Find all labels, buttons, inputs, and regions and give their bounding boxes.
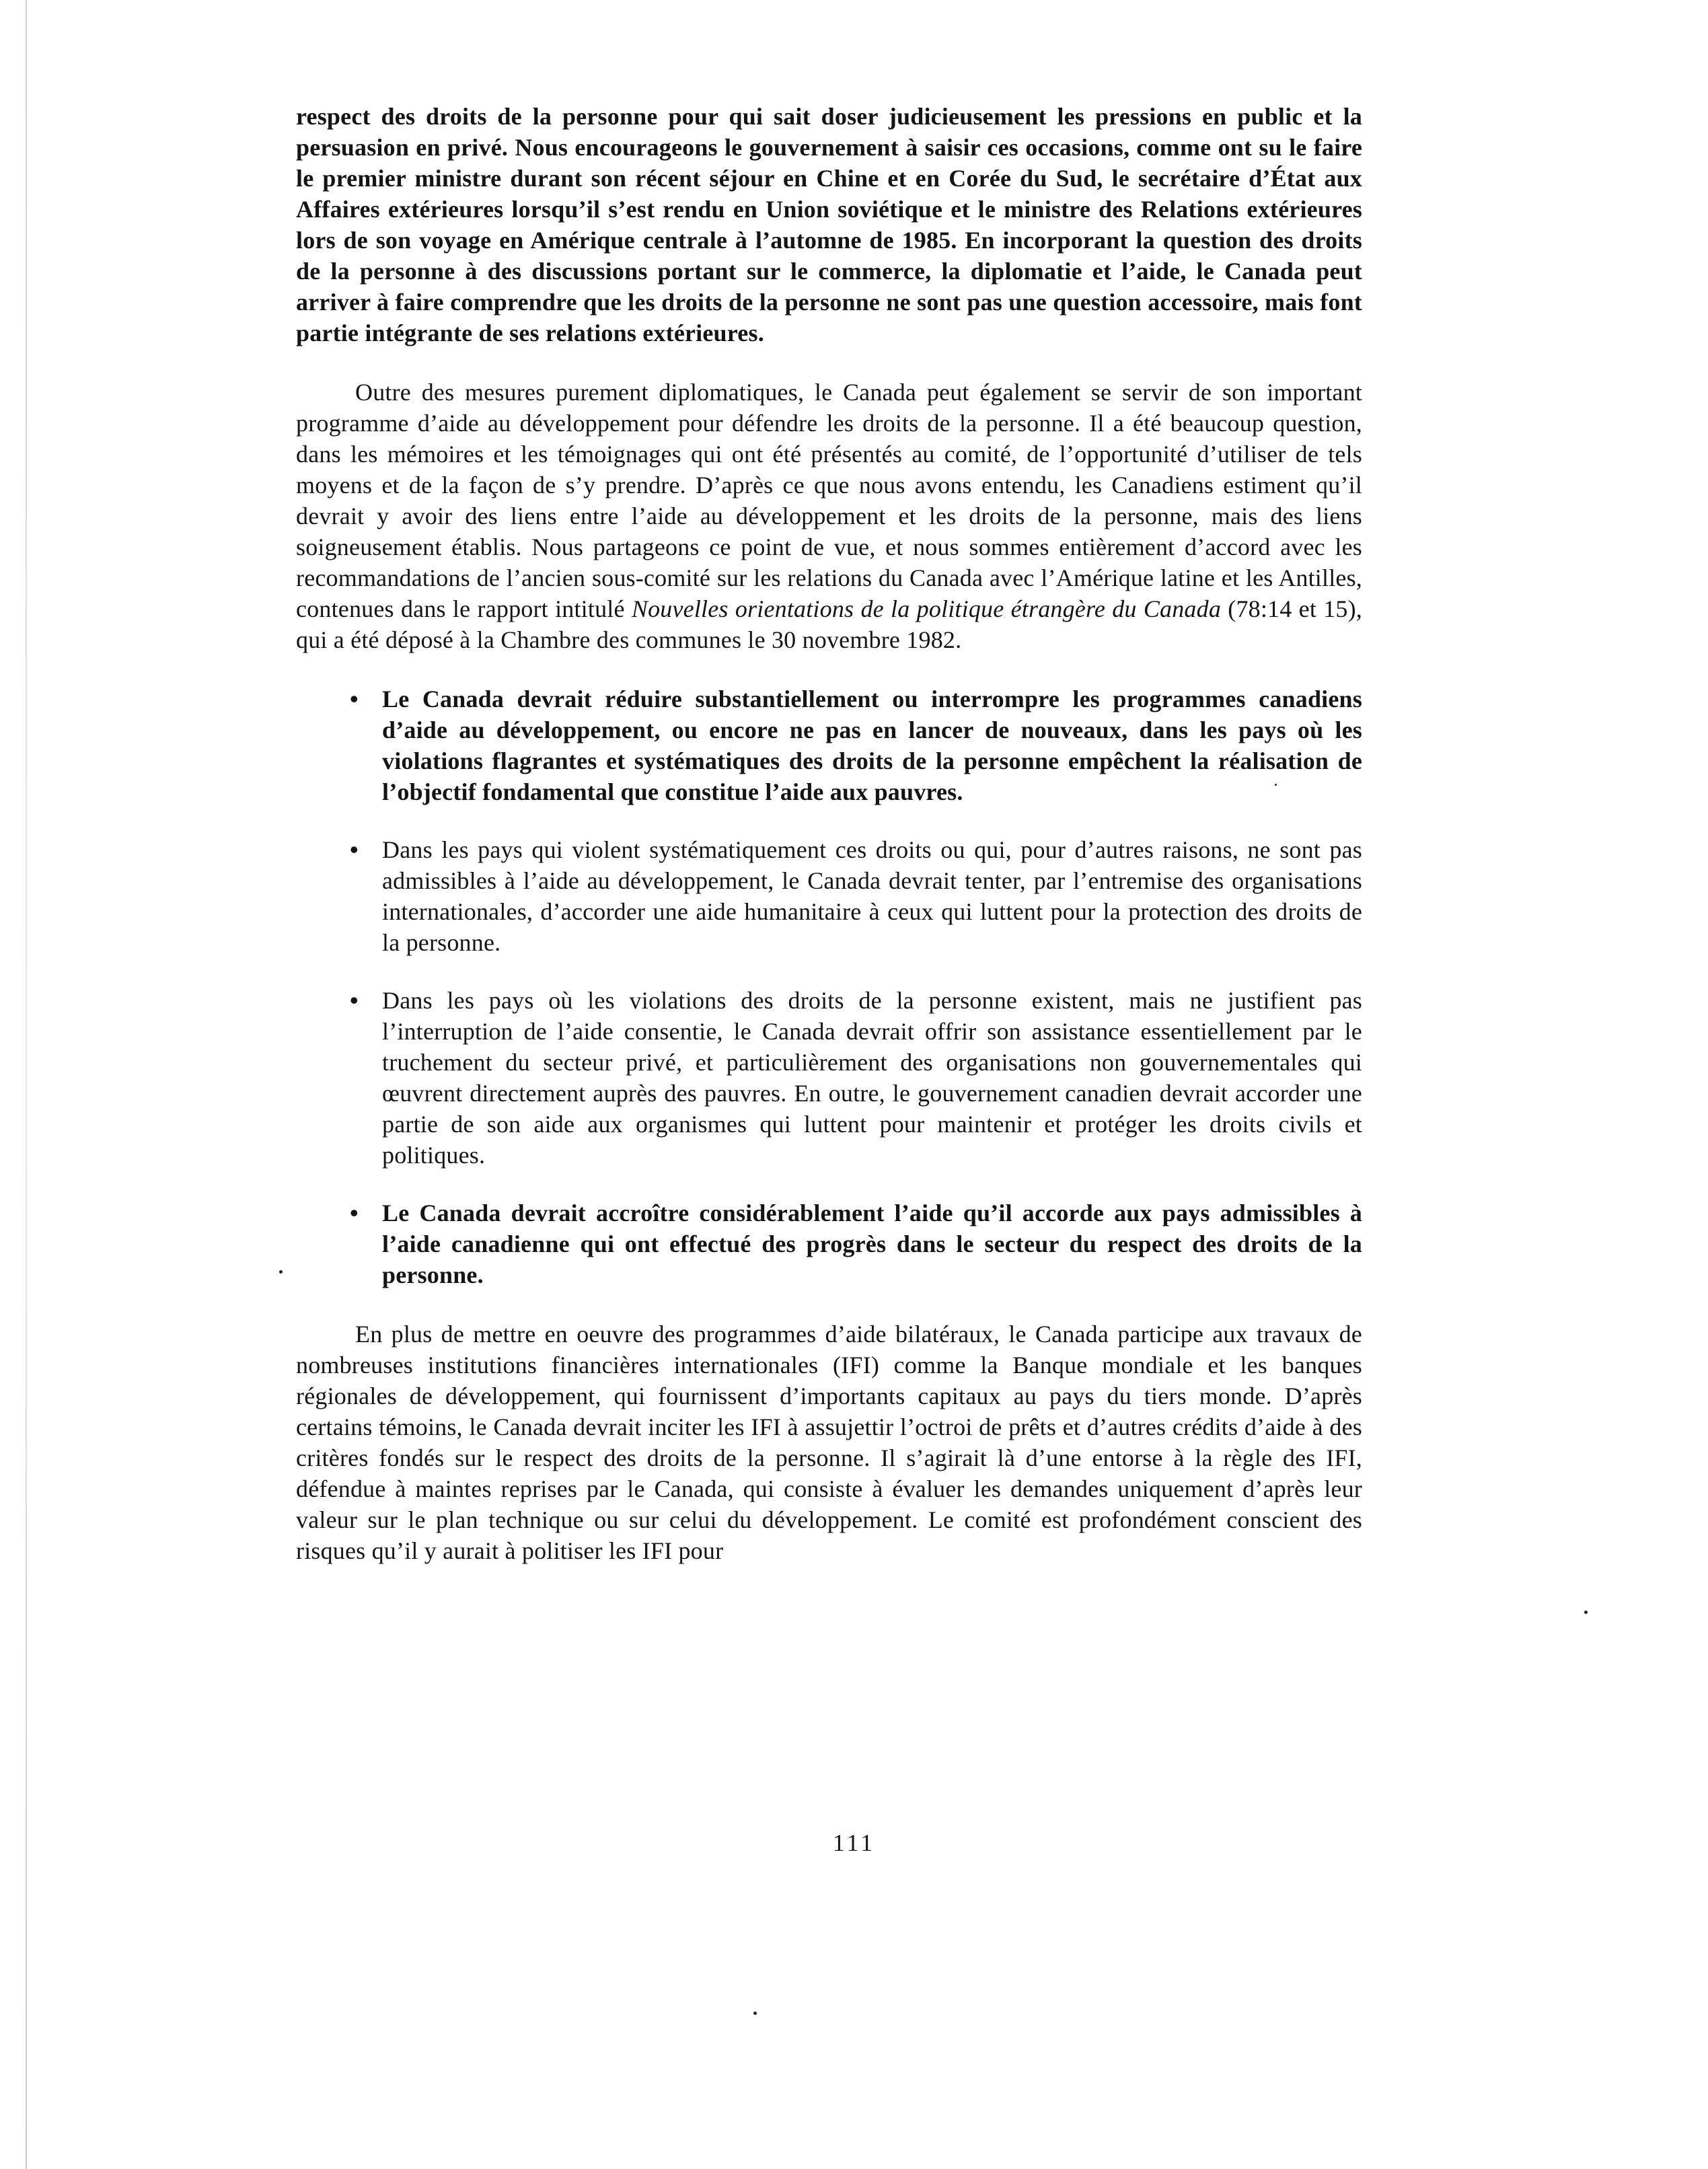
recommendation-item (350, 1198, 1362, 1290)
bullet-marker: • (350, 836, 359, 863)
recommendation-item (350, 834, 1362, 958)
recommendation-item (350, 684, 1362, 807)
report-title: Nouvelles orientations de la politique étrangère du Canada (631, 595, 1222, 622)
recommendation-text: Le Canada devrait réduire substantiellement ou interrompre les programmes canadiens d’aide au développement, ou encore ne pas en lancer de nouveaux, dans les pays où les violations flagrantes et systématiques des droits de la personne empêchent la réalisation de l’objectif fondamental que constitue l’aide aux pauvres. (382, 686, 1362, 805)
bullet-marker: • (350, 1200, 359, 1226)
recommendation-text: Le Canada devrait accroître considérablement l’aide qu’il accorde aux pays admissibles à l’aide canadienne qui ont effectué des progrès dans le secteur du respect des droits de la personne. (382, 1200, 1362, 1288)
aid-paragraph-ending: (78:14 et 15), qui a été déposé à la Chambre des communes le 30 novembre 1982. (296, 595, 1363, 653)
bullet-marker: • (350, 987, 359, 1014)
document-page (296, 101, 1362, 1566)
aid-paragraph (296, 377, 1362, 655)
aid-paragraph-text: Outre des mesures purement diplomatiques, le Canada peut également se servir de son important programme d’aide au développement pour défendre les droits de la personne. Il a été beaucoup question, dans les mémoires et les témoignages qui ont été présentés au comité, de l’opportunité d’utiliser de tels moyens et de la façon de s’y prendre. D’après ce que nous avons entendu, les Canadiens estiment qu’il devrait y avoir des liens entre l’aide au développement et les droits de la personne, mais des liens soigneusement établis. Nous partageons ce point de vue, et nous sommes entièrement d’accord avec les recommandations de l’ancien sous-comité sur les relations du Canada avec l’Amérique latine et les Antilles, contenues dans le rapport intitulé (296, 379, 1362, 622)
scan-speck (279, 1270, 283, 1274)
recommendation-text: Dans les pays qui violent systématiquement ces droits ou qui, pour d’autres raisons, ne sont pas admissibles à l’aide au développement, le Canada devrait tenter, par l’entremise des organisations internationales, d’accorder une aide humanitaire à ceux qui luttent pour la protection des droits de la personne. (382, 836, 1362, 956)
ifi-paragraph: En plus de mettre en oeuvre des programmes d’aide bilatéraux, le Canada participe aux travaux de nombreuses institutions financières internationales (IFI) comme la Banque mondiale et les banques régionales de développement, qui fournissent d’importants capitaux au pays du tiers monde. D’après certains témoins, le Canada devrait inciter les IFI à assujettir l’octroi de prêts et d’autres crédits d’aide à des critères fondés sur le respect des droits de la personne. Il s’agirait là d’une entorse à la règle des IFI, défendue à maintes reprises par le Canada, qui consiste à évaluer les demandes uniquement d’après leur valeur sur le plan technique ou sur celui du développement. Le comité est profondément conscient des risques qu’il y aurait à politiser les IFI pour (296, 1321, 1362, 1564)
bullet-marker: • (350, 686, 359, 712)
intro-paragraph: respect des droits de la personne pour qui sait doser judicieusement les pressions en public et la persuasion en privé. Nous encourageons le gouvernement à saisir ces occasions, comme ont su le faire le premier ministre durant son récent séjour en Chine et en Corée du Sud, le secrétaire d’État aux Affaires extérieures lorsqu’il s’est rendu en Union soviétique et le ministre des Relations extérieures lors de son voyage en Amérique centrale à l’automne de 1985. En incorporant la question des droits de la personne à des discussions portant sur le commerce, la diplomatie et l’aide, le Canada peut arriver à faire comprendre que les droits de la personne ne sont pas une question accessoire, mais font partie intégrante de ses relations extérieures. (296, 103, 1362, 346)
recommendation-text: Dans les pays où les violations des droits de la personne existent, mais ne justifient pas l’interruption de l’aide consentie, le Canada devrait offrir son assistance essentiellement par le truchement du secteur privé, et particulièrement des organisations non gouvernementales qui œuvrent directement auprès des pauvres. En outre, le gouvernement canadien devrait accorder une partie de son aide aux organismes qui luttent pour maintenir et protéger les droits civils et politiques. (382, 987, 1362, 1169)
scan-speck (1275, 784, 1277, 786)
scan-speck (1584, 1611, 1588, 1614)
recommendation-item (350, 985, 1362, 1171)
recommendations-list (296, 684, 1362, 1290)
scan-speck (753, 2012, 757, 2015)
page-number: 111 (832, 1829, 876, 1856)
